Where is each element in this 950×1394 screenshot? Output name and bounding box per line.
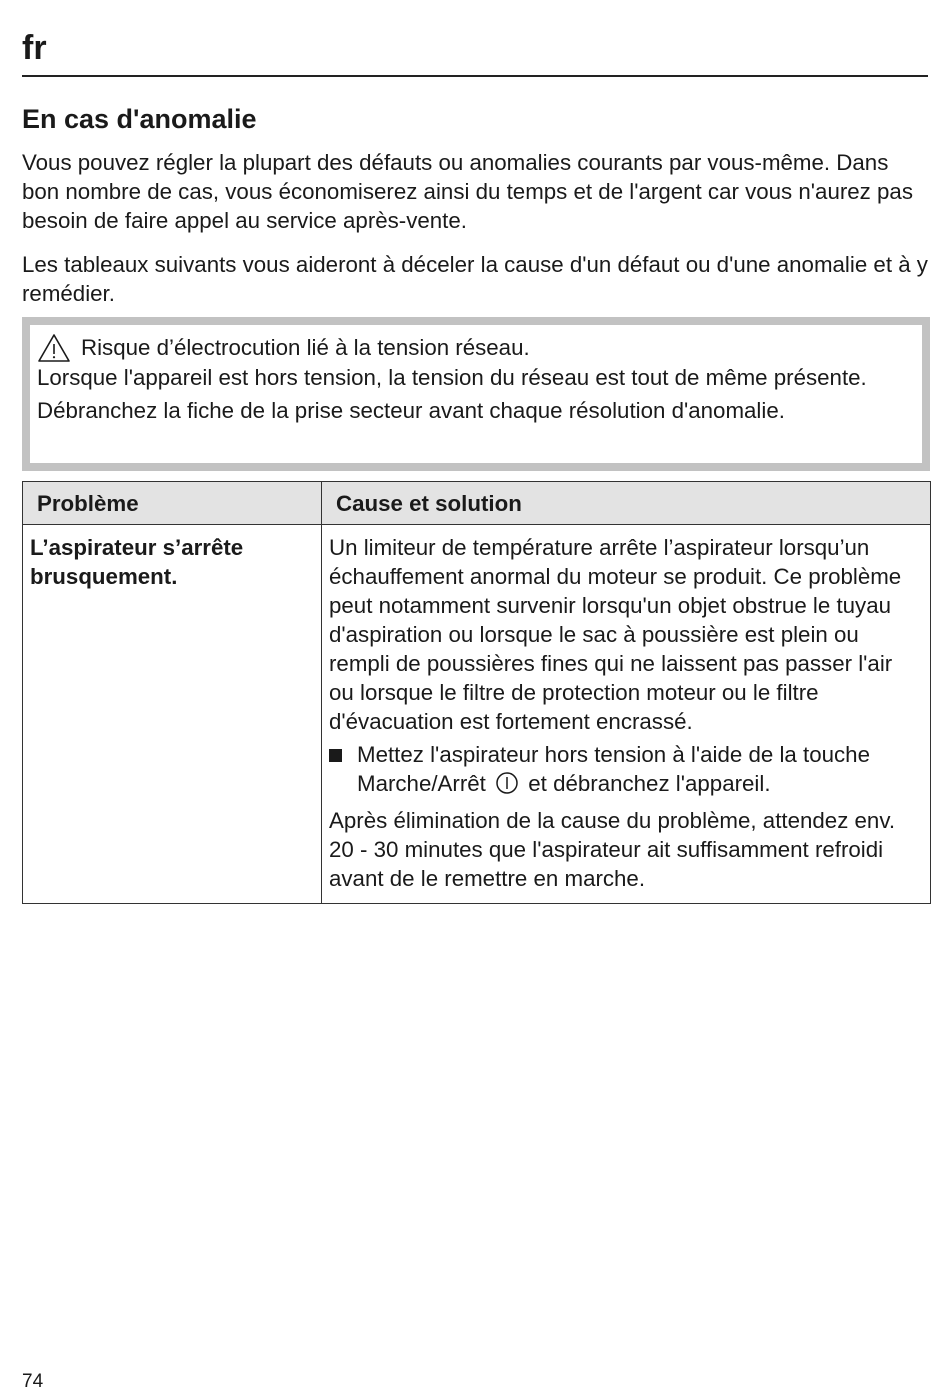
warning-box xyxy=(22,317,930,471)
column-header-problem: Problème xyxy=(23,482,322,525)
warning-text-2: Débranchez la fiche de la prise secteur avant chaque résolution d'anomalie. xyxy=(37,398,785,423)
page-number: 74 xyxy=(22,1371,44,1392)
header-rule xyxy=(22,75,928,77)
warning-text-1: Lorsque l'appareil est hors tension, la tension du réseau est tout de même présente. xyxy=(37,365,867,390)
problem-cell: L’aspirateur s’arrête brusquement. xyxy=(23,525,322,904)
table-header-row xyxy=(23,482,931,525)
intro-paragraph-2: Les tableaux suivants vous aideront à déceler la cause d'un défaut ou d'une anomalie et à y remédier. xyxy=(22,252,928,306)
cause-text: Un limiteur de température arrête l’aspirateur lorsqu’un échauffement anormal du moteur se produit. Ce problème peut notamment survenir lorsqu'un objet obstrue le tuyau d'aspiration ou lorsque le sac à poussière est plein ou rempli de poussières fines qui ne laissent pas passer l'air ou lorsque le filtre de protection moteur ou le filtre d'évacuation est fortement encrassé. xyxy=(329,535,902,734)
bullet-square-icon xyxy=(329,740,357,798)
power-icon xyxy=(495,771,519,795)
section-title: En cas d'anomalie xyxy=(22,104,257,134)
troubleshooting-table xyxy=(22,481,931,904)
solution-step-text: Mettez l'aspirateur hors tension à l'aide de la touche Marche/Arrêt et débranchez l'appareil. xyxy=(357,742,870,796)
cause-cell xyxy=(322,525,931,904)
language-code: fr xyxy=(22,29,47,67)
solution-step xyxy=(329,740,916,798)
warning-triangle-icon xyxy=(37,333,71,363)
intro-paragraph-1: Vous pouvez régler la plupart des défauts ou anomalies courants par vous-même. Dans bon nombre de cas, vous économiserez ainsi du temps et de l'argent car vous n'aurez pas besoin de faire appel au service après-vente. xyxy=(22,150,913,233)
cooldown-note: Après élimination de la cause du problème, attendez env. 20 - 30 minutes que l'aspirateur ait suffisamment refroidi avant de le remettre en marche. xyxy=(329,808,896,891)
warning-title: Risque d’électrocution lié à la tension réseau. xyxy=(81,335,530,360)
table-row xyxy=(23,525,931,904)
column-header-cause: Cause et solution xyxy=(322,482,931,525)
